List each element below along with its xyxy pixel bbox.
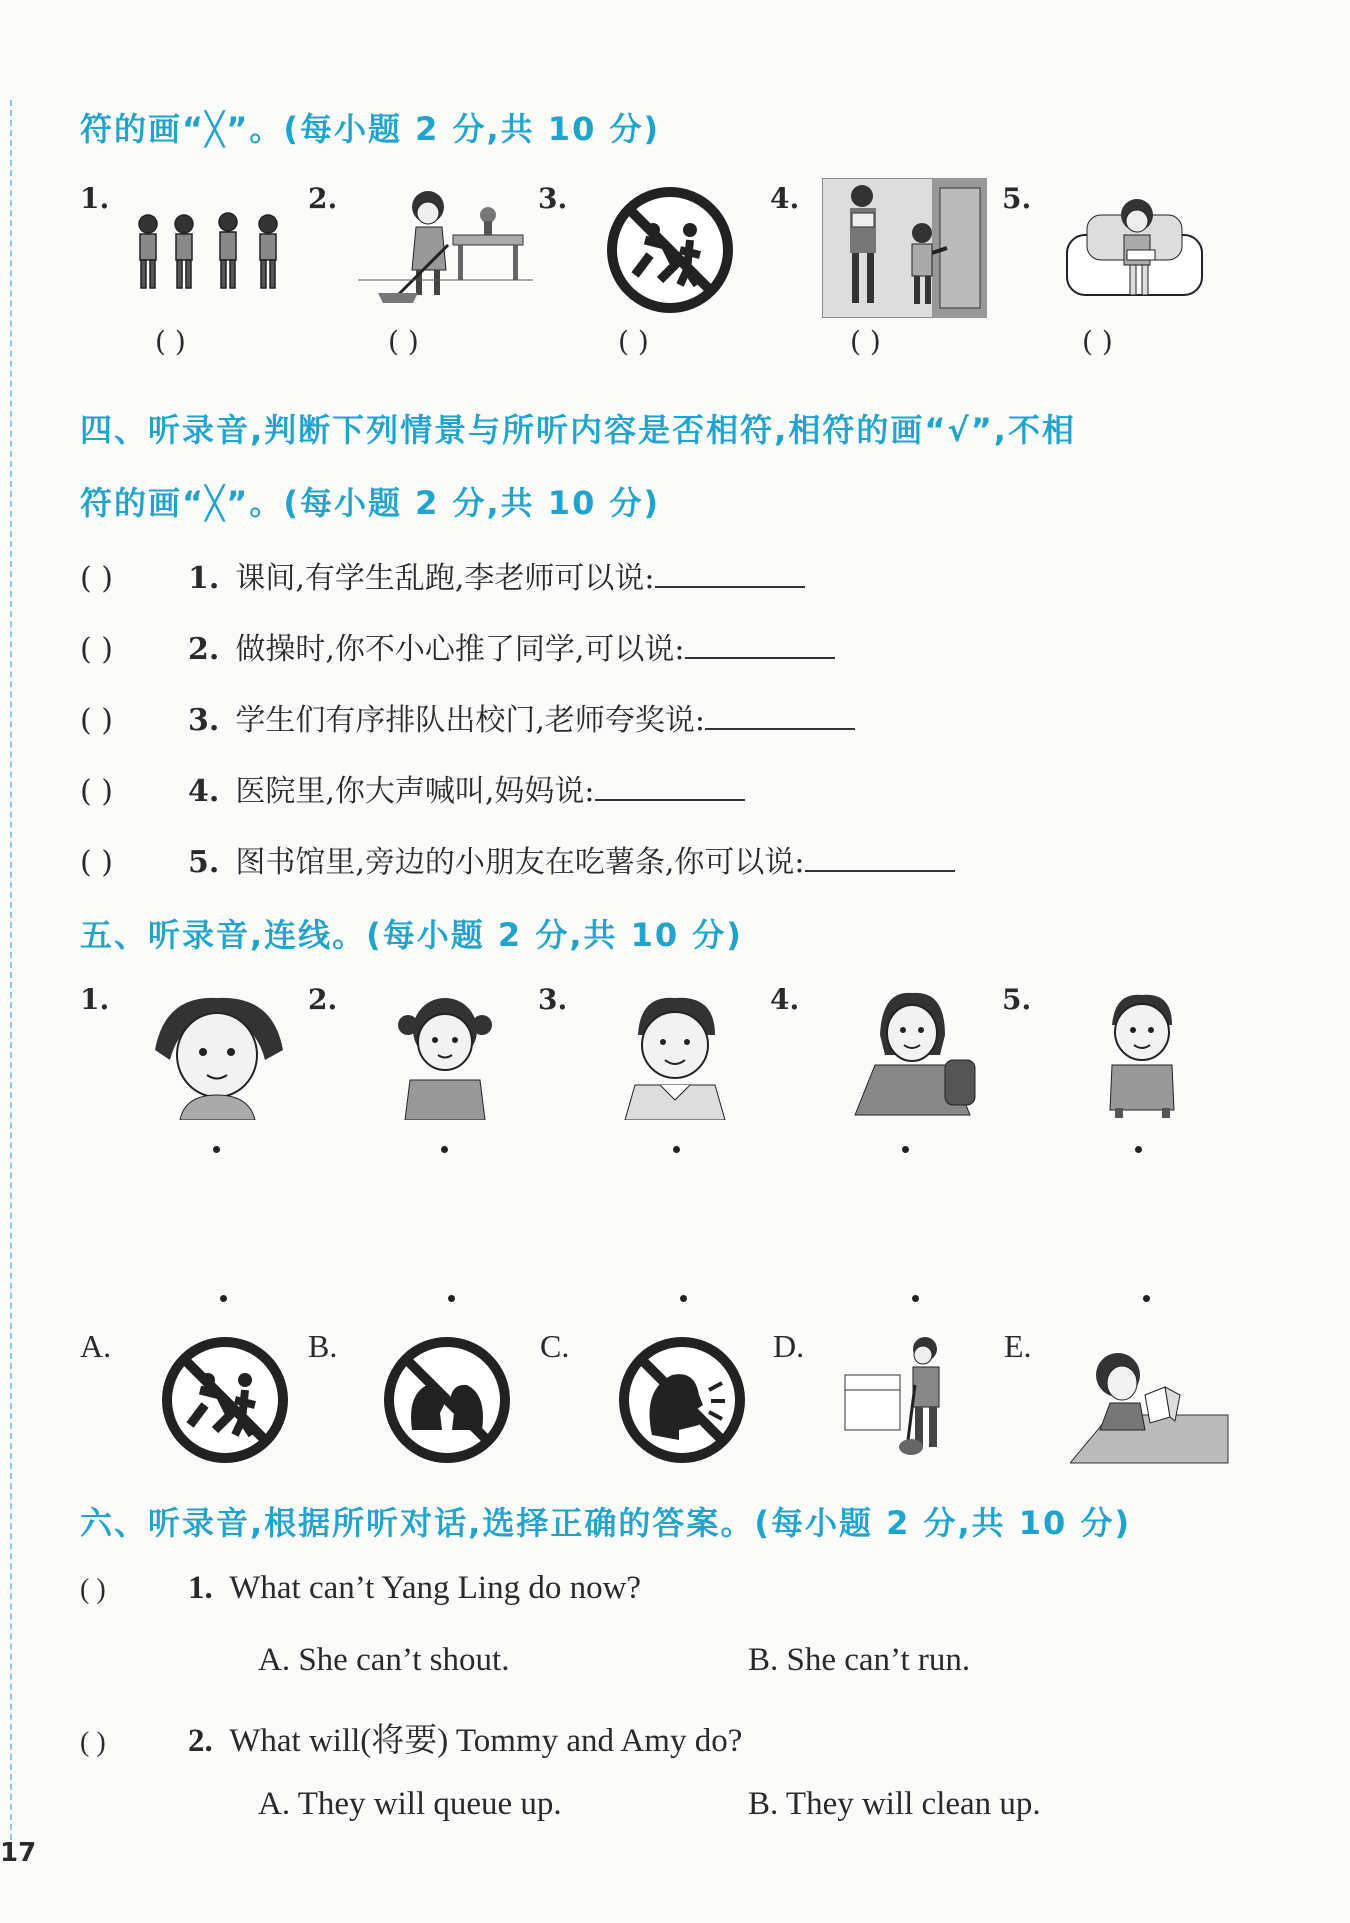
s4-item-4 <box>80 766 745 810</box>
s4-answer-2[interactable]: ( ) <box>80 632 113 667</box>
s5-letter-d: D. <box>773 1328 805 1364</box>
s5-num-4: 4. <box>770 983 800 1016</box>
s4-text-3: 学生们有序排队出校门,老师夸奖说: <box>235 703 705 738</box>
s4-num-2: 2. <box>188 632 220 667</box>
s4-text-5: 图书馆里,旁边的小朋友在吃薯条,你可以说: <box>235 845 805 880</box>
boy-holding-door-image <box>822 178 987 318</box>
s3-num-3: 3. <box>538 182 568 215</box>
section5-title: 五、听录音,连线。(每小题 2 分,共 10 分) <box>80 916 743 954</box>
s4-blank-5[interactable] <box>805 848 955 872</box>
s5-letter-e: E. <box>1004 1328 1032 1364</box>
match-dot-top-3[interactable] <box>673 1146 680 1153</box>
s5-letter-a: A. <box>80 1328 112 1364</box>
s6-answer-2[interactable]: ( ) <box>80 1727 106 1758</box>
s4-text-4: 医院里,你大声喊叫,妈妈说: <box>235 774 595 809</box>
s4-num-4: 4. <box>188 774 220 809</box>
match-dot-bottom-d[interactable] <box>912 1295 919 1302</box>
girl-reading-desk-image-e <box>1070 1345 1230 1465</box>
s3-answer-4[interactable]: ( ) <box>850 325 881 358</box>
s3-answer-1[interactable]: ( ) <box>155 325 186 358</box>
s5-num-2: 2. <box>308 983 338 1016</box>
s6-num-2: 2. <box>188 1723 213 1759</box>
s5-num-5: 5. <box>1002 983 1032 1016</box>
boy-collar-portrait <box>620 990 730 1120</box>
s6-q1-option-a: A. She can’t shout. <box>258 1642 510 1678</box>
section4-title: 四、听录音,判断下列情景与所听内容是否相符,相符的画“√”,不相 <box>80 411 1076 449</box>
s5-letter-b: B. <box>308 1328 338 1364</box>
s3-num-4: 4. <box>770 182 800 215</box>
s3-num-5: 5. <box>1002 182 1032 215</box>
s6-question-1 <box>80 1570 641 1607</box>
s6-q2-option-a: A. They will queue up. <box>258 1786 562 1822</box>
s4-blank-4[interactable] <box>595 777 745 801</box>
match-dot-top-1[interactable] <box>213 1146 220 1153</box>
s4-num-1: 1. <box>188 561 220 596</box>
match-dot-top-4[interactable] <box>902 1146 909 1153</box>
boy-vacuuming-image-d <box>843 1335 968 1460</box>
binding-margin-line <box>10 100 12 1840</box>
s4-blank-2[interactable] <box>685 635 835 659</box>
section3-title-continued: 符的画“╳”。(每小题 2 分,共 10 分) <box>80 110 661 148</box>
no-shouting-sign-c <box>617 1335 747 1465</box>
s4-blank-1[interactable] <box>655 564 805 588</box>
s3-answer-2[interactable]: ( ) <box>388 325 419 358</box>
s6-q1-option-b: B. She can’t run. <box>748 1642 971 1678</box>
s4-item-5 <box>80 837 955 881</box>
s6-answer-1[interactable]: ( ) <box>80 1574 106 1605</box>
s5-num-1: 1. <box>80 983 110 1016</box>
no-talking-sign-b <box>382 1335 512 1465</box>
s4-text-2: 做操时,你不小心推了同学,可以说: <box>235 632 685 667</box>
girl-ponytail-portrait <box>390 990 500 1120</box>
s4-item-2 <box>80 624 835 668</box>
s5-num-3: 3. <box>538 983 568 1016</box>
s4-text-1: 课间,有学生乱跑,李老师可以说: <box>235 561 655 596</box>
match-dot-bottom-b[interactable] <box>448 1295 455 1302</box>
match-dot-bottom-c[interactable] <box>680 1295 687 1302</box>
page-number: 17 <box>0 1838 37 1868</box>
s3-num-2: 2. <box>308 182 338 215</box>
s4-answer-3[interactable]: ( ) <box>80 703 113 738</box>
s6-question-2 <box>80 1714 742 1761</box>
no-running-sign-image <box>605 185 735 315</box>
girl-with-backpack-portrait <box>840 985 985 1120</box>
s6-q2-option-b: B. They will clean up. <box>748 1786 1041 1822</box>
no-running-sign-a <box>160 1335 290 1465</box>
s4-num-3: 3. <box>188 703 220 738</box>
children-queue-image <box>130 210 290 300</box>
s3-num-1: 1. <box>80 182 110 215</box>
girl-mopping-image <box>358 185 533 310</box>
s4-item-1 <box>80 553 805 597</box>
s6-q-text-1: What can’t Yang Ling do now? <box>229 1570 642 1606</box>
s4-answer-1[interactable]: ( ) <box>80 561 113 596</box>
s4-item-3 <box>80 695 855 739</box>
boy-short-hair-portrait <box>1100 990 1185 1120</box>
s4-answer-5[interactable]: ( ) <box>80 845 113 880</box>
s6-num-1: 1. <box>188 1570 213 1606</box>
s4-blank-3[interactable] <box>705 706 855 730</box>
s4-num-5: 5. <box>188 845 220 880</box>
s6-q-text-2: What will(将要) Tommy and Amy do? <box>229 1723 743 1759</box>
section6-title: 六、听录音,根据所听对话,选择正确的答案。(每小题 2 分,共 10 分) <box>80 1504 1132 1542</box>
s4-answer-4[interactable]: ( ) <box>80 774 113 809</box>
s3-answer-5[interactable]: ( ) <box>1082 325 1113 358</box>
match-dot-top-5[interactable] <box>1135 1146 1142 1153</box>
girl-short-hair-portrait <box>145 990 290 1120</box>
match-dot-bottom-e[interactable] <box>1143 1295 1150 1302</box>
girl-reading-sofa-image <box>1062 195 1207 310</box>
match-dot-bottom-a[interactable] <box>220 1295 227 1302</box>
section4-title-line2: 符的画“╳”。(每小题 2 分,共 10 分) <box>80 484 661 522</box>
s3-answer-3[interactable]: ( ) <box>618 325 649 358</box>
match-dot-top-2[interactable] <box>441 1146 448 1153</box>
s5-letter-c: C. <box>540 1328 570 1364</box>
